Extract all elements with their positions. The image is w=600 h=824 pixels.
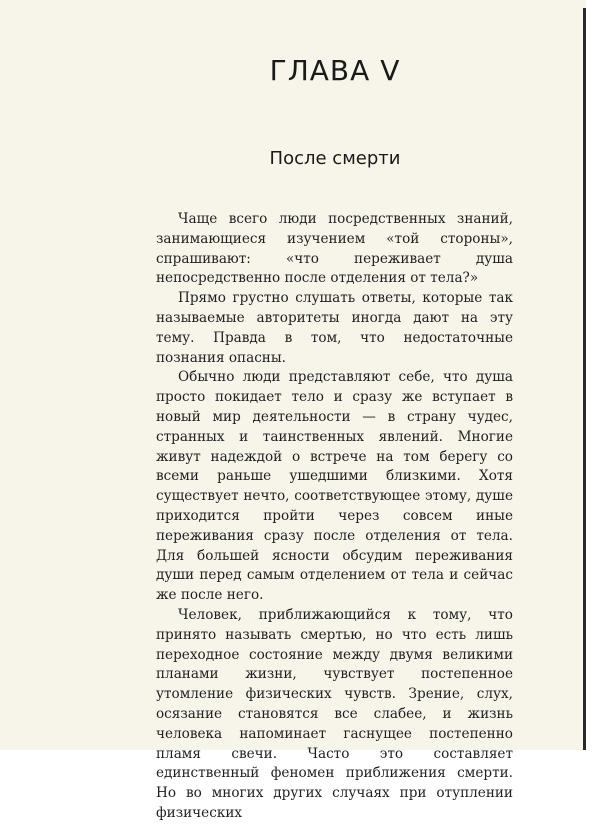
- body-text: [156, 210, 513, 824]
- paragraph: Прямо грустно слушать ответы, которые так называемые авторитеты иногда дают на эту тему. Правда в том, что недостаточные познания опасны.: [156, 290, 513, 366]
- page-edge-divider: [583, 8, 586, 750]
- section-title: После смерти: [269, 148, 401, 169]
- chapter-title: ГЛАВА V: [269, 54, 401, 87]
- paragraph: Человек, приближающийся к тому, что принято называть смертью, но что есть лишь переходное состояние между двумя великими планами жизни, чувствует постепенное утомление физических чувств. Зрение, слух, осязание становятся все слабее, и жизнь человека напоминает гаснущее постепенно пламя свечи. Часто это составляет единственный феномен приближения смерти. Но во многих других случаях при отуплении физических: [156, 606, 513, 821]
- paragraph: Обычно люди представляют себе, что душа просто покидает тело и сразу же вступает в новый мир деятельности — в страну чудес, странных и таинственных явлений. Многие живут надеждой о встрече на том берегу со всеми раньше ушедшими близкими. Хотя существует нечто, соответствующее этому, душе приходится пройти через совсем иные переживания сразу после отделения от тела. Для большей ясности обсудим переживания души перед самым отделением от тела и сейчас же после него.: [156, 369, 513, 604]
- paragraph: Чаще всего люди посредственных знаний, занимающиеся изучением «той стороны», спрашивают: «что переживает душа непосредственно после отделения от тела?»: [156, 211, 513, 287]
